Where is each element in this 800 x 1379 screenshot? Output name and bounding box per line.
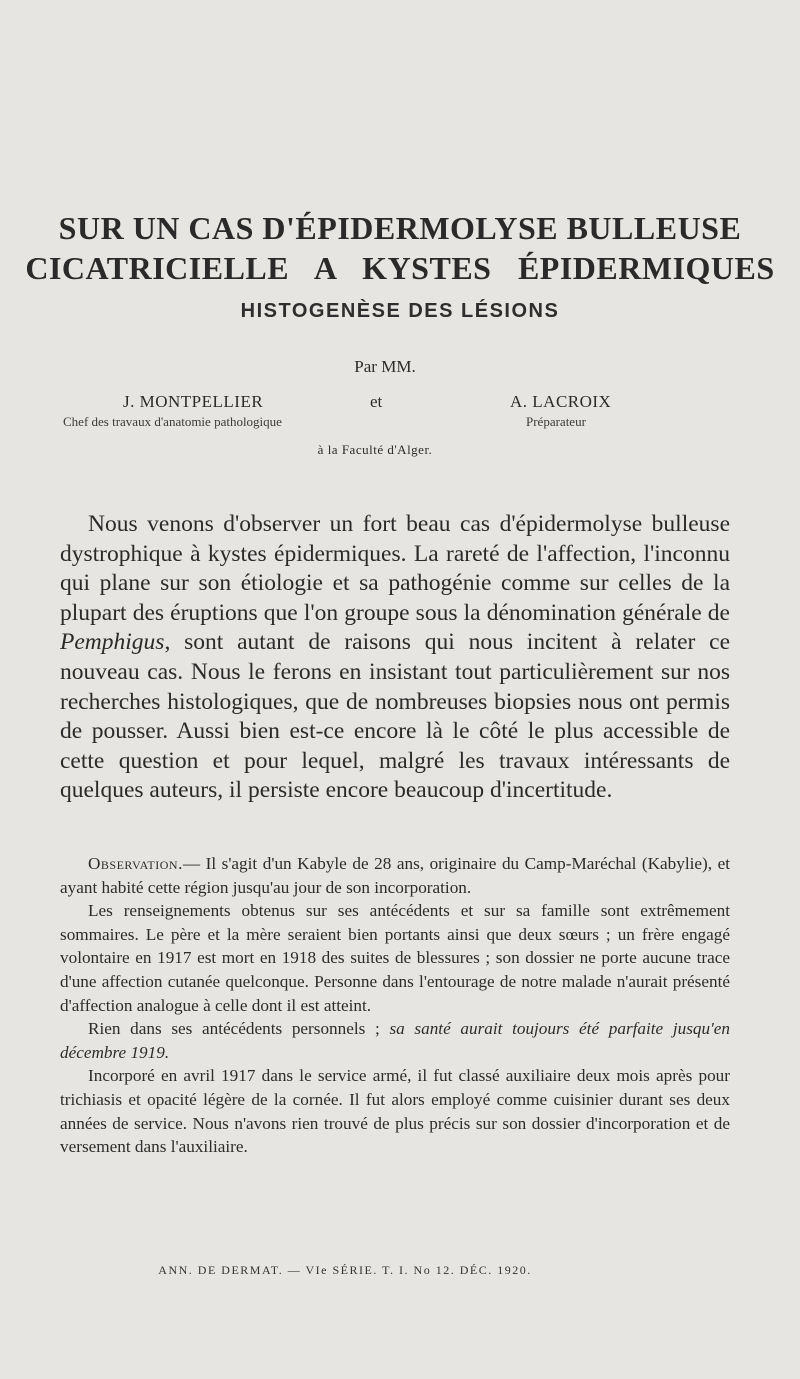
observation-paragraph-1 <box>60 852 730 899</box>
intro-paragraph <box>60 510 730 806</box>
author-2-name: A. LACROIX <box>510 392 612 411</box>
author-conjunction: et <box>370 392 383 411</box>
intro-italic-term: Pemphigus <box>60 629 165 656</box>
observation-paragraph-4: Incorporé en avril 1917 dans le service armé, il fut classé auxiliaire deux mois après pour trichiasis et opacité légère de la cornée. Il fut alors employé comme cuisinier durant ses deux années de service. Nous n'avons rien trouvé de plus précis sur son dossier d'incorporation et de versement dans l'auxiliaire. <box>60 1066 730 1157</box>
observation-text-1: — Il s'agit d'un Kabyle de 28 ans, originaire du Camp-Maréchal (Kabylie), et ayant habité cette région jusqu'au jour de son incorporation. <box>60 854 730 897</box>
article-title-line-1: SUR UN CAS D'ÉPIDERMOLYSE BULLEUSE <box>58 210 742 246</box>
observation-paragraph-2: Les renseignements obtenus sur ses antécédents et sur sa famille sont extrêmement sommaires. Le père et la mère seraient bien portants ainsi que deux sœurs ; un frère engagé volontaire en 1917 est mort en 1918 des suites de blessures ; son dossier ne porte aucune trace d'une affection cutanée quelconque. Personne dans l'entourage de notre malade n'aurait présenté d'affection analogue à celle dont il est atteint. <box>60 901 730 1015</box>
intro-text-1: Nous venons d'observer un fort beau cas d'épidermolyse bulleuse dystrophique à kystes épidermiques. La rareté de l'affection, l'inconnu qui plane sur son étiologie et sa pathogénie comme sur celles de la plupart des éruptions que l'on groupe sous la dénomination générale de <box>60 511 730 626</box>
intro-text-2: , sont autant de raisons qui nous incitent à relater ce nouveau cas. Nous le ferons en insistant tout particulièrement sur nos recherches histologiques, que de nombreuses biopsies nous ont permis de pousser. Aussi bien est-ce encore là le côté le plus accessible de cette question et pour lequel, malgré les travaux intéressants de quelques auteurs, il persiste encore beaucoup d'incertitude. <box>60 629 730 804</box>
article-title-line-2: CICATRICIELLE A KYSTES ÉPIDERMIQUES <box>25 250 775 286</box>
observation-paragraph-3 <box>60 1017 730 1064</box>
author-2-role: Préparateur <box>526 414 586 429</box>
author-affiliation: à la Faculté d'Alger. <box>317 442 433 457</box>
running-footer: ANN. DE DERMAT. — VIe SÉRIE. T. I. No 12. DÉC. 1920. <box>158 1263 532 1277</box>
observation-text-3: Rien dans ses antécédents personnels ; <box>88 1019 390 1039</box>
observation-italic-3: sa santé aurait toujours été parfaite jusqu'en décembre 1919. <box>60 1019 730 1062</box>
observation-section <box>60 852 730 1159</box>
byline-prefix: Par MM. <box>354 357 416 376</box>
author-1-role: Chef des travaux d'anatomie pathologique <box>63 414 282 429</box>
article-subtitle: HISTOGENÈSE DES LÉSIONS <box>240 300 560 322</box>
author-1-name: J. MONTPELLIER <box>123 392 264 411</box>
observation-label: Observation. <box>88 854 183 873</box>
